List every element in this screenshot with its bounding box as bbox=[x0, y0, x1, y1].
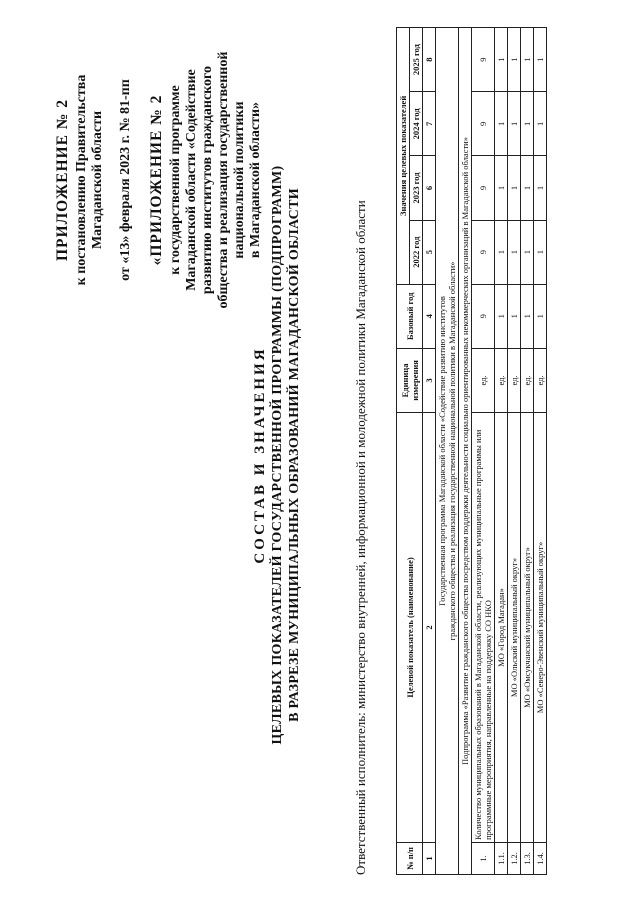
appendix-line: в Магаданской области» bbox=[248, 101, 263, 259]
row-no: 1.2. bbox=[508, 842, 521, 874]
appendix-line: Магаданской области «Содействие bbox=[184, 69, 199, 291]
header-base-year: Базовый год bbox=[397, 284, 423, 348]
header-2023: 2023 год bbox=[410, 156, 423, 220]
row-2023: 1 bbox=[508, 156, 521, 220]
row-no: 1.4. bbox=[534, 842, 547, 874]
header-unit: Единица измерения bbox=[397, 348, 423, 412]
table-row bbox=[472, 28, 495, 875]
subprogram-name: Подпрограмма «Развитие гражданского общества посредством поддержки деятельности социально ориентированных некоммерческих организаций в Магаданской области» bbox=[459, 28, 472, 875]
row-2025: 1 bbox=[508, 28, 521, 92]
row-2024: 1 bbox=[521, 92, 534, 156]
header-2024: 2024 год bbox=[410, 92, 423, 156]
appendix-line: к государственной программе bbox=[168, 85, 183, 275]
row-base: 9 bbox=[472, 284, 495, 348]
header-2025: 2025 год bbox=[410, 28, 423, 92]
title-line-3: В РАЗРЕЗЕ МУНИЦИПАЛЬНЫХ ОБРАЗОВАНИЙ МАГАДАНСКОЙ ОБЛАСТИ bbox=[287, 188, 302, 722]
row-2023: 1 bbox=[495, 156, 508, 220]
header-values: Значения целевых показателей bbox=[397, 28, 410, 285]
row-indicator: МО «Омсукчанский муниципальный округ» bbox=[521, 413, 534, 843]
col-number: 7 bbox=[423, 92, 436, 156]
row-2025: 1 bbox=[521, 28, 534, 92]
col-number: 1 bbox=[423, 842, 436, 874]
row-2022: 1 bbox=[534, 220, 547, 284]
col-number: 5 bbox=[423, 220, 436, 284]
row-2024: 1 bbox=[534, 92, 547, 156]
row-base: 1 bbox=[534, 284, 547, 348]
program-row bbox=[436, 28, 459, 875]
row-base: 1 bbox=[521, 284, 534, 348]
row-2022: 9 bbox=[472, 220, 495, 284]
row-no: 1.1. bbox=[495, 842, 508, 874]
table-row bbox=[495, 28, 508, 875]
program-line-1: Государственная программа Магаданской области «Содействие развитию институтов bbox=[437, 296, 447, 606]
row-2022: 1 bbox=[508, 220, 521, 284]
col-number: 3 bbox=[423, 348, 436, 412]
row-2023: 1 bbox=[534, 156, 547, 220]
row-unit: ед. bbox=[534, 348, 547, 412]
table-header-row bbox=[397, 28, 410, 875]
row-no: 1. bbox=[472, 842, 495, 874]
appendix-title-2: «ПРИЛОЖЕНИЕ № 2 bbox=[148, 94, 165, 266]
col-number: 8 bbox=[423, 28, 436, 92]
document-title bbox=[252, 145, 303, 765]
appendix-line: развитию институтов гражданского bbox=[200, 65, 215, 295]
title-line-1: СОСТАВ И ЗНАЧЕНИЯ bbox=[252, 346, 268, 564]
title-line-2: ЦЕЛЕВЫХ ПОКАЗАТЕЛЕЙ ГОСУДАРСТВЕННОЙ ПРОГРАММЫ (ПОДПРОГРАММ) bbox=[270, 165, 285, 745]
table-row bbox=[521, 28, 534, 875]
appendix-line: национальной политики bbox=[232, 101, 247, 259]
row-2024: 1 bbox=[508, 92, 521, 156]
row-unit: ед. bbox=[508, 348, 521, 412]
appendix-date: от «13» февраля 2023 г. № 81-пп bbox=[118, 79, 133, 281]
row-unit: ед. bbox=[495, 348, 508, 412]
row-unit: ед. bbox=[521, 348, 534, 412]
col-number: 2 bbox=[423, 413, 436, 843]
appendix-line: Магаданской области bbox=[90, 110, 105, 250]
row-2023: 9 bbox=[472, 156, 495, 220]
header-indicator: Целевой показатель (наименование) bbox=[397, 413, 423, 843]
row-indicator: МО «Город Магадан» bbox=[495, 413, 508, 843]
subprogram-row bbox=[459, 28, 472, 875]
header-2022: 2022 год bbox=[410, 220, 423, 284]
row-2023: 1 bbox=[521, 156, 534, 220]
row-base: 1 bbox=[508, 284, 521, 348]
row-2025: 1 bbox=[534, 28, 547, 92]
col-number: 4 bbox=[423, 284, 436, 348]
row-2024: 1 bbox=[495, 92, 508, 156]
program-name bbox=[436, 28, 459, 875]
row-indicator: Количество муниципальных образований в Магаданской области, реализующих муниципальные программы или программные мероприятия, направленные на поддержку СО НКО bbox=[472, 413, 495, 843]
appendix-line: общества и реализация государственной bbox=[216, 51, 231, 309]
col-number: 6 bbox=[423, 156, 436, 220]
row-base: 1 bbox=[495, 284, 508, 348]
appendix-line: к постановлению Правительства bbox=[74, 74, 89, 286]
row-indicator: МО «Северо-Эвенский муниципальный округ» bbox=[534, 413, 547, 843]
row-2025: 1 bbox=[495, 28, 508, 92]
table-row bbox=[534, 28, 547, 875]
row-indicator: МО «Ольский муниципальный округ» bbox=[508, 413, 521, 843]
table-row bbox=[508, 28, 521, 875]
program-line-2: гражданского общества и реализация государственной национальной политики в Магаданской области» bbox=[447, 261, 457, 641]
row-2022: 1 bbox=[495, 220, 508, 284]
indicators-table bbox=[396, 27, 547, 875]
appendix-title: ПРИЛОЖЕНИЕ № 2 bbox=[54, 99, 71, 261]
appendix-header bbox=[52, 15, 264, 345]
row-unit: ед. bbox=[472, 348, 495, 412]
header-no: № п/п bbox=[397, 842, 423, 874]
column-number-row bbox=[423, 28, 436, 875]
row-2025: 9 bbox=[472, 28, 495, 92]
responsible-executor: Ответственный исполнитель: министерство внутренней, информационной и молодежной политики Магаданской области bbox=[353, 200, 368, 875]
row-2024: 9 bbox=[472, 92, 495, 156]
row-2022: 1 bbox=[521, 220, 534, 284]
row-no: 1.3. bbox=[521, 842, 534, 874]
